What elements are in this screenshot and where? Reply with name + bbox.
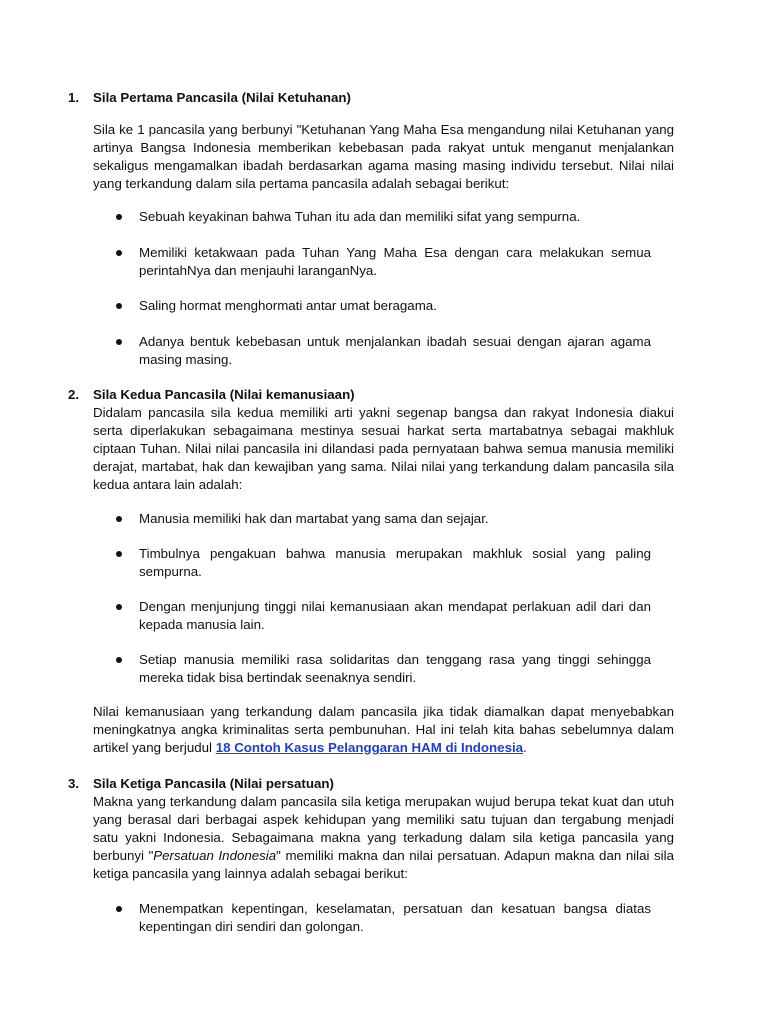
list-item-text: Menempatkan kepentingan, keselamatan, persatuan dan kesatuan bangsa diatas kepentingan diri sendiri dan golongan. xyxy=(139,901,651,934)
section-2 xyxy=(68,386,674,404)
section-3-bullet-list xyxy=(115,900,651,936)
list-item xyxy=(115,651,651,687)
list-item-text: Timbulnya pengakuan bahwa manusia merupakan makhluk sosial yang paling sempurna. xyxy=(139,546,651,579)
bullet-icon xyxy=(116,906,122,912)
section-2-bullet-list-2 xyxy=(115,545,651,581)
section-2-closing xyxy=(93,703,674,757)
section-3 xyxy=(68,775,674,793)
section-2-bullet-list-3 xyxy=(115,598,651,634)
bullet-icon xyxy=(116,250,122,256)
section-3-intro xyxy=(93,793,674,883)
section-1-heading xyxy=(68,89,674,107)
bullet-icon xyxy=(116,551,122,557)
section-1-bullet-list-4 xyxy=(115,333,651,369)
list-item xyxy=(115,900,651,936)
list-item xyxy=(115,333,651,369)
bullet-icon xyxy=(116,214,122,220)
section-3-title: Sila Ketiga Pancasila (Nilai persatuan) xyxy=(93,776,334,791)
section-3-intro-text: Makna yang terkandung dalam pancasila sila ketiga merupakan wujud berupa tekat kuat dan utuh yang berasal dari berbagai aspek kehidupan yang memiliki satu tujuan dan tergabung menjadi satu yakni Indonesia. Sebagaimana makna yang terkadung dalam sila ketiga pancasila yang berbunyi " xyxy=(93,794,674,863)
section-3-heading xyxy=(68,775,674,793)
bullet-icon xyxy=(116,339,122,345)
list-item xyxy=(115,545,651,581)
bullet-icon xyxy=(116,303,122,309)
article-link[interactable]: 18 Contoh Kasus Pelanggaran HAM di Indonesia xyxy=(215,740,524,755)
list-item xyxy=(115,208,651,226)
section-1-title: Sila Pertama Pancasila (Nilai Ketuhanan) xyxy=(93,90,351,105)
list-item-text: Memiliki ketakwaan pada Tuhan Yang Maha Esa dengan cara melakukan semua perintahNya dan menjauhi laranganNya. xyxy=(139,245,651,278)
section-2-closing-text: Nilai kemanusiaan yang terkandung dalam pancasila jika tidak diamalkan dapat menyebabkan meningkatnya angka kriminalitas serta pembunuhan. Hal ini telah kita bahas sebelumnya dalam artikel yang berjudul xyxy=(93,704,674,755)
bullet-icon xyxy=(116,516,122,522)
list-item-text: Setiap manusia memiliki rasa solidaritas dan tenggang rasa yang tinggi sehingga mereka tidak bisa bertindak seenaknya sendiri. xyxy=(139,652,651,685)
section-2-number: 2. xyxy=(68,387,80,402)
section-1-bullet-list-3 xyxy=(115,297,651,315)
list-item xyxy=(115,510,651,528)
section-1-intro: Sila ke 1 pancasila yang berbunyi "Ketuhanan Yang Maha Esa mengandung nilai Ketuhanan yang artinya Bangsa Indonesia memberikan kebebasan pada rakyat untuk menganut menjalankan sekaligus mengamalkan ibadah berdasarkan agama masing masing individu tersebut. Nilai nilai yang terkandung dalam sila pertama pancasila adalah sebagai berikut: xyxy=(93,122,674,191)
section-2-intro: Didalam pancasila sila kedua memiliki arti yakni segenap bangsa dan rakyat Indonesia diakui serta diperlakukan sebagaimana mestinya sesuai harkat serta martabatnya sebagai makhluk ciptaan Tuhan. Nilai nilai pancasila ini dilandasi pada pernyataan bahwa semua manusia memiliki derajat, martabat, hak dan kewajiban yang sama. Nilai nilai yang terkandung dalam pancasila sila kedua antara lain adalah: xyxy=(93,405,674,492)
section-2-title: Sila Kedua Pancasila (Nilai kemanusiaan) xyxy=(93,387,355,402)
section-2-heading xyxy=(68,386,674,404)
section-1-number: 1. xyxy=(68,90,80,105)
section-3-number: 3. xyxy=(68,776,80,791)
list-item-text: Sebuah keyakinan bahwa Tuhan itu ada dan memiliki sifat yang sempurna. xyxy=(139,209,581,224)
bullet-icon xyxy=(116,604,122,610)
section-2-closing-end: . xyxy=(523,740,527,755)
list-item xyxy=(115,244,651,280)
section-3-intro-text-end: " memiliki makna dan nilai persatuan. Adapun makna dan nilai sila ketiga pancasila yang lainnya adalah sebagai berikut: xyxy=(93,848,674,881)
section-1-bullet-list-2 xyxy=(115,244,651,280)
list-item xyxy=(115,598,651,634)
list-item-text: Dengan menjunjung tinggi nilai kemanusiaan akan mendapat perlakuan adil dari dan kepada manusia lain. xyxy=(139,599,651,632)
list-item-text: Saling hormat menghormati antar umat beragama. xyxy=(139,298,437,313)
bullet-icon xyxy=(116,657,122,663)
section-2-bullet-list xyxy=(115,510,651,528)
section-1-bullet-list xyxy=(115,208,651,226)
list-item xyxy=(115,297,651,315)
list-item-text: Manusia memiliki hak dan martabat yang sama dan sejajar. xyxy=(139,511,489,526)
section-1 xyxy=(68,89,674,107)
list-item-text: Adanya bentuk kebebasan untuk menjalankan ibadah sesuai dengan ajaran agama masing masing. xyxy=(139,334,651,367)
section-2-bullet-list-4 xyxy=(115,651,651,687)
section-3-intro-italic: Persatuan Indonesia xyxy=(153,848,277,863)
